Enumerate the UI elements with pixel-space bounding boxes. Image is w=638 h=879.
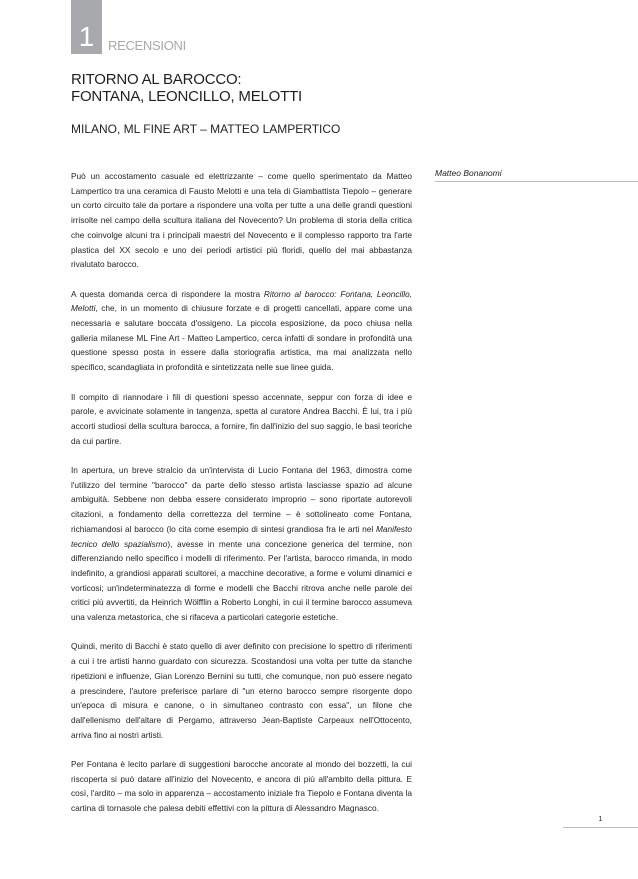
paragraph-2: A questa domanda cerca di rispondere la mostra Ritorno al barocco: Fontana, Leoncillo, Melotti, che, in un momento di chiusure forzate e di progetti cancellati, appare come una necessaria e salutare boccata d'ossigeno. La piccola esposizione, da poco chiusa nella galleria milanese ML Fine Art - Matteo Lampertico, cerca infatti di sondare in profondità una questione spesso posta in essere dalla storiografia artistica, ma mai analizzata nello specifico, scandagliata in profondità e sintetizzata nelle sue linee guida. [71, 288, 412, 373]
article-body [71, 169, 412, 831]
page-number: 1 [563, 815, 638, 828]
section-label: RECENSIONI [108, 38, 186, 53]
article-subtitle: MILANO, ML FINE ART – MATTEO LAMPERTICO [71, 122, 341, 136]
author-name: Matteo Bonanomi [435, 168, 638, 182]
paragraph-1: Può un accostamento casuale ed elettrizzante – come quello sperimentato da Matteo Lampertico tra una ceramica di Fausto Melotti e una tela di Giambattista Tiepolo – generare un corto circuito tale da portare a rispondere una volta per tutte a una delle grandi questioni irrisolte nel campo della scultura italiana del Novecento? Un problema di storia della critica che coinvolge alcuni tra i principali maestri del Novecento e il complesso rapporto tra l'arte plastica del XX secolo e uno dei periodi artistici più floridi, quello del mai abbastanza rivalutato barocco. [71, 171, 412, 270]
section-number-block [71, 0, 102, 54]
article-title-line-2: FONTANA, LEONCILLO, MELOTTI [71, 88, 303, 105]
paragraph-6: Per Fontana è lecito parlare di suggestioni barocche ancorate al mondo dei bozzetti, la cui riscoperta si può datare all'inizio del Novecento, e ancora di più all'ambito della pittura. E così, l'ardito – ma solo in apparenza – accostamento iniziale fra Tiepolo e Fontana diventa la cartina di tornasole che palesa debiti effettivi con la pittura di Alessandro Magnasco. [71, 759, 412, 814]
section-number: 1 [78, 21, 95, 52]
paragraph-4: In apertura, un breve stralcio da un'intervista di Lucio Fontana del 1963, dimostra come l'utilizzo del termine "barocco" da parte dello stesso artista lasciasse spazio ad alcune ambiguità. Sebbene non debba essere considerato improprio – sono riportate autorevoli citazioni, a fondamento della correttezza del termine – è sottolineato come Fontana, richiamandosi al barocco (lo cita come esempio di sintesi grandiosa fra le arti nel Manifesto tecnico dello spazialismo), avesse in mente una concezione generica del termine, non differenziando nello specifico i modelli di riferimento. Per l'artista, barocco rimanda, in modo indefinito, a grandiosi apparati scultorei, a macchine decorative, a forme e volumi dinamici e vorticosi; un'indeterminatezza di forme e modelli che Bacchi ritrova anche nelle parole dei critici più avvertiti, da Heinrich Wölfflin a Roberto Longhi, in cui il termine barocco assumeva una valenza metastorica, che si rifaceva a particolari categorie estetiche. [71, 465, 412, 623]
article-title-line-1: RITORNO AL BAROCCO: [71, 71, 242, 88]
paragraph-5: Quindi, merito di Bacchi è stato quello di aver definito con precisione lo spettro di riferimenti a cui i tre artisti hanno guardato con sicurezza. Scostandosi una volta per tutte da stanche ripetizioni e influenze, Gian Lorenzo Bernini su tutti, che comunque, non può essere negato a prescindere, l'autore preferisce parlare di "un eterno barocco sempre risorgente dopo un'epoca di misura e canone, o in simultaneo contrasto con essa", un filone che dall'ellenismo dell'altare di Pergamo, attraverso Jean-Baptiste Carpeaux nell'Ottocento, arriva fino ai nostri artisti. [71, 641, 412, 740]
article-title [71, 71, 302, 105]
paragraph-3: Il compito di riannodare i fili di questioni spesso accennate, seppur con forza di idee e parole, e avvicinate solamente in tangenza, spetta al curatore Andrea Bacchi. È lui, tra i più accorti studiosi della scultura barocca, a fornire, fin dall'inizio del suo saggio, le basi teoriche da cui partire. [71, 391, 412, 446]
